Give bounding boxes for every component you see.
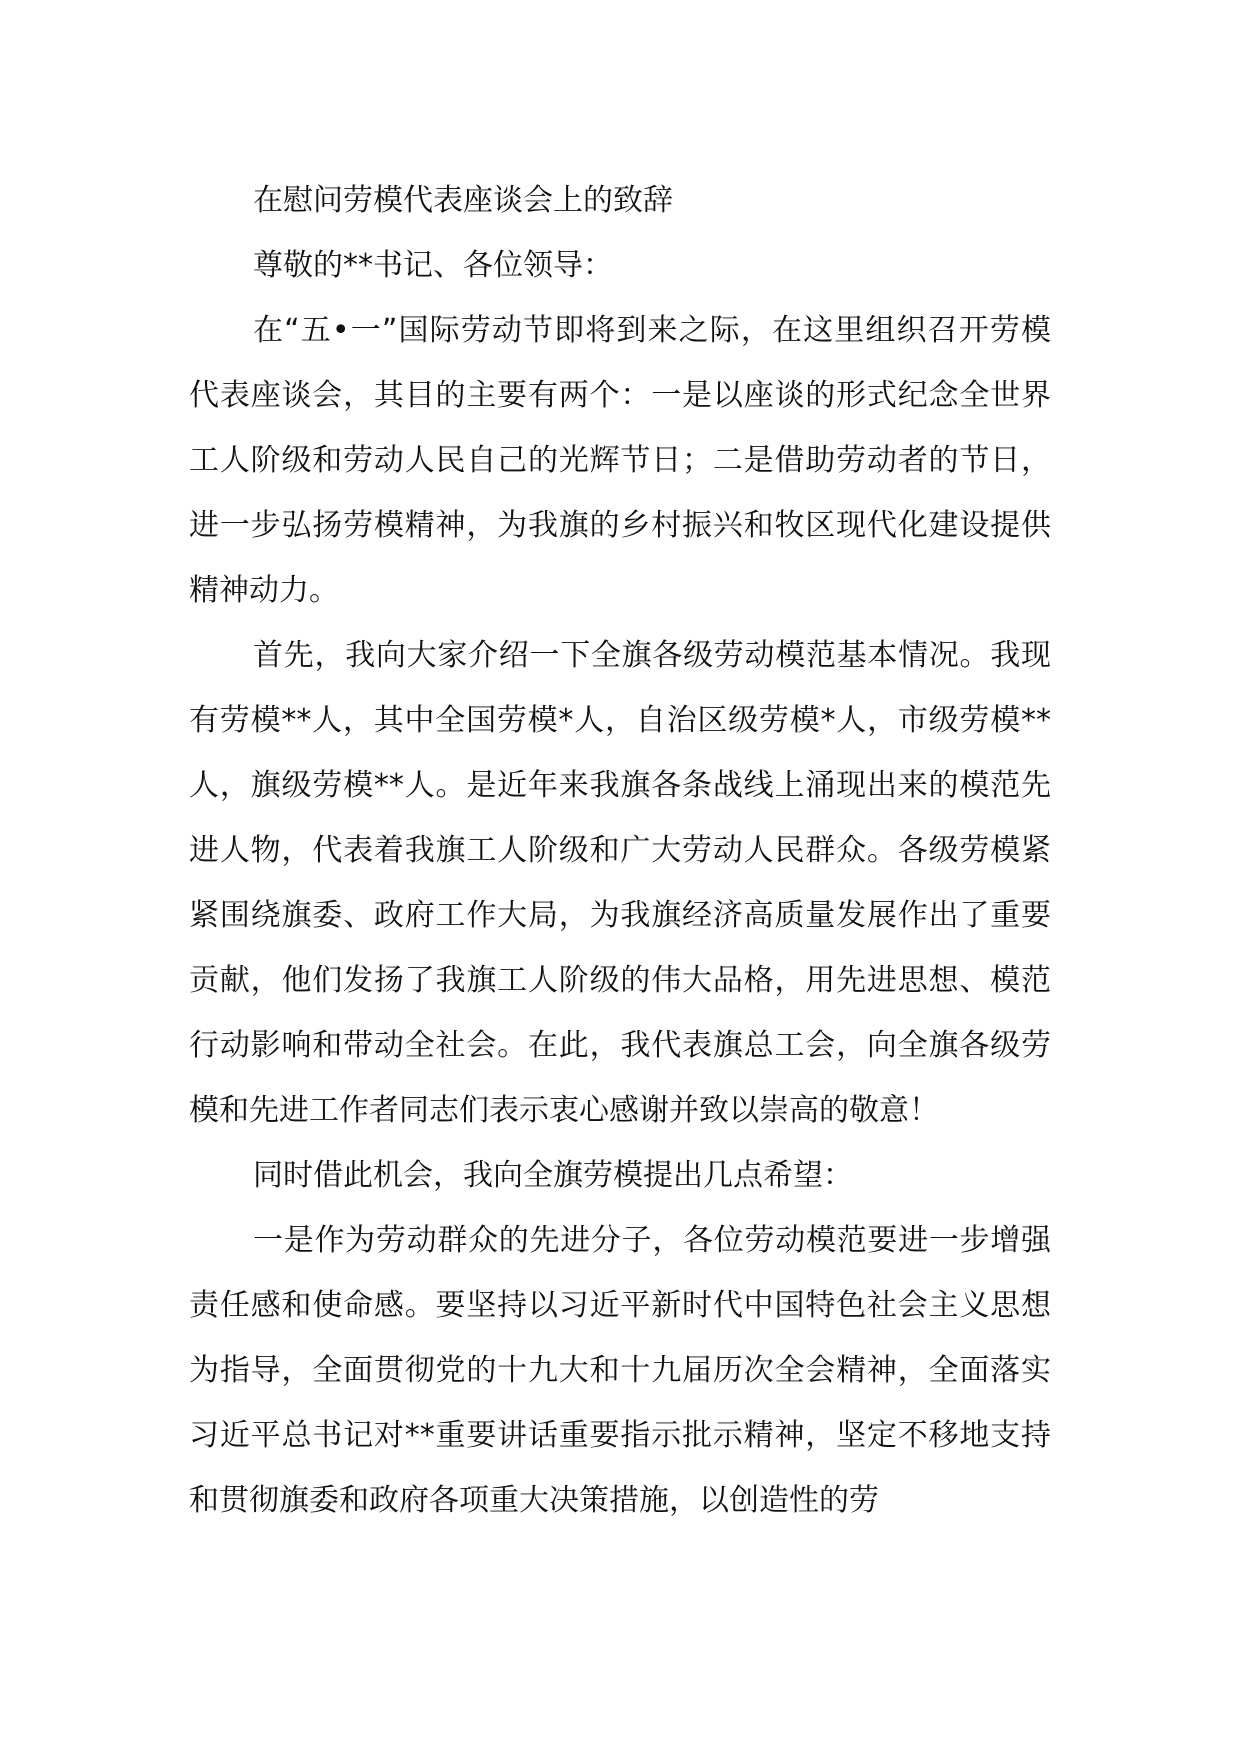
paragraph-model-workers-overview: 首先，我向大家介绍一下全旗各级劳动模范基本情况。我现有劳模**人，其中全国劳模*人，自治区级劳模*人，市级劳模**人，旗级劳模**人。是近年来我旗各条战线上涌现出来的模范先进人物，代表着我旗工人阶级和广大劳动人民群众。各级劳模紧紧围绕旗委、政府工作大局，为我旗经济高质量发展作出了重要贡献，他们发扬了我旗工人阶级的伟大品格，用先进思想、模范行动影响和带动全社会。在此，我代表旗总工会，向全旗各级劳模和先进工作者同志们表示衷心感谢并致以崇高的敬意！ [189,638,1051,1128]
salutation: 尊敬的**书记、各位领导： [253,248,613,283]
paragraph-hopes-intro: 同时借此机会，我向全旗劳模提出几点希望： [253,1158,853,1193]
document-title: 在慰问劳模代表座谈会上的致辞 [253,183,673,218]
paragraph-purpose: 在“五•一”国际劳动节即将到来之际，在这里组织召开劳模代表座谈会，其目的主要有两个：一是以座谈的形式纪念全世界工人阶级和劳动人民自己的光辉节日；二是借助劳动者的节日，进一步弘扬劳模精神，为我旗的乡村振兴和牧区现代化建设提供精神动力。 [189,313,1051,608]
document-body [189,168,1051,1533]
paragraph-hope-one: 一是作为劳动群众的先进分子，各位劳动模范要进一步增强责任感和使命感。要坚持以习近平新时代中国特色社会主义思想为指导，全面贯彻党的十九大和十九届历次全会精神，全面落实习近平总书记对**重要讲话重要指示批示精神，坚定不移地支持和贯彻旗委和政府各项重大决策措施，以创造性的劳 [189,1223,1051,1518]
